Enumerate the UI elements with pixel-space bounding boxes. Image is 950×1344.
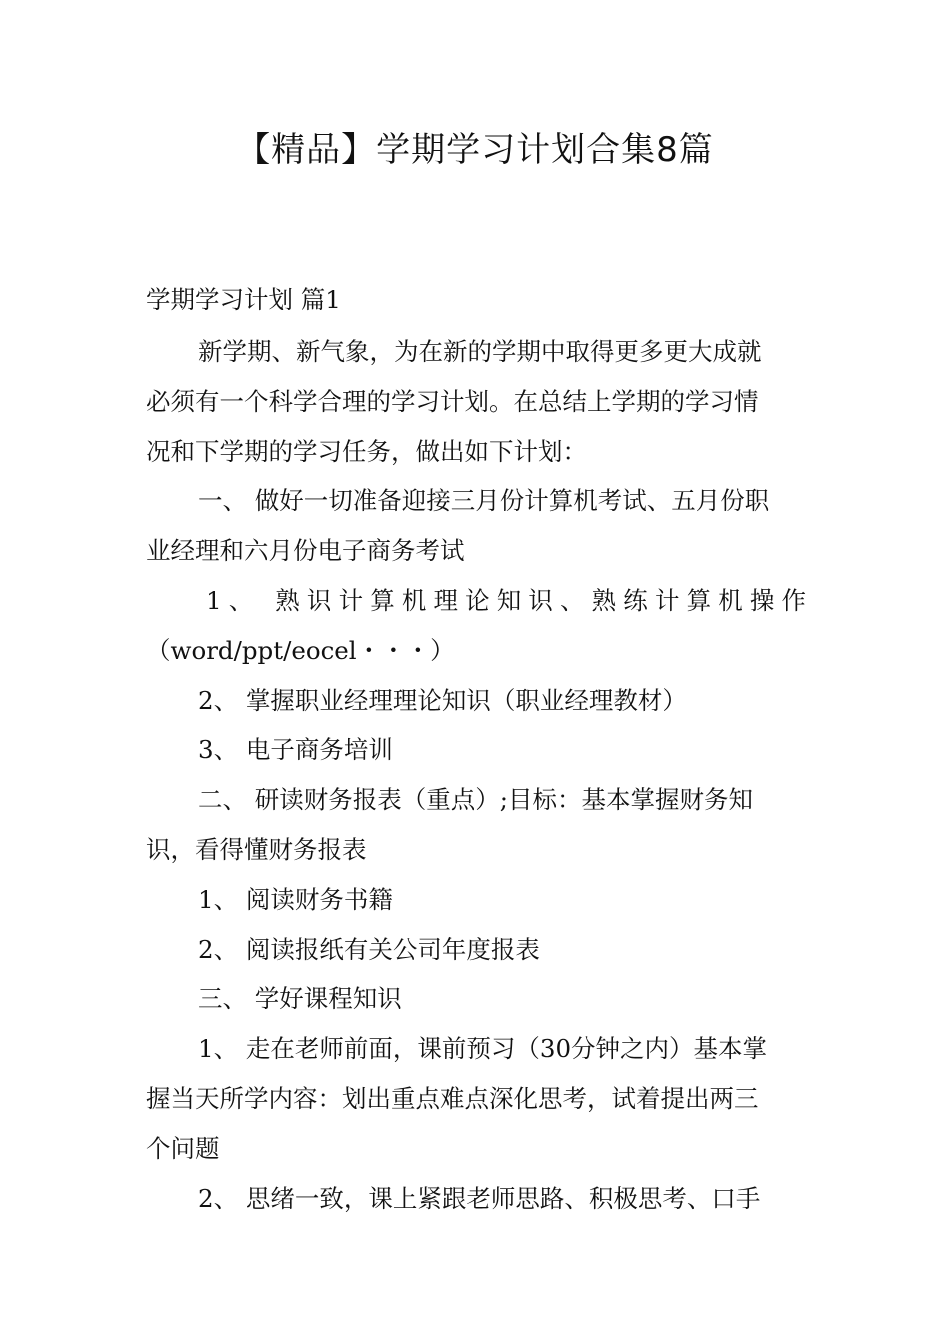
list-item: 2、 阅读报纸有关公司年度报表	[198, 934, 540, 964]
paragraph-line: 必须有一个科学合理的学习计划。在总结上学期的学习情	[146, 386, 759, 416]
list-item-heading: 二、 研读财务报表（重点）;目标：基本掌握财务知	[198, 785, 754, 815]
list-item-heading: 一、 做好一切准备迎接三月份计算机考试、五月份职	[198, 486, 770, 516]
list-item: 3、 电子商务培训	[198, 735, 393, 765]
paragraph-line: （word/ppt/eocel・・・）	[146, 635, 455, 665]
paragraph-line: 业经理和六月份电子商务考试	[146, 536, 465, 566]
paragraph-line: 识，看得懂财务报表	[146, 834, 367, 864]
document-body	[146, 282, 806, 1230]
paragraph-line: 握当天所学内容：划出重点难点深化思考，试着提出两三	[146, 1083, 759, 1113]
list-item: 2、 思绪一致，课上紧跟老师思路、积极思考、口手	[198, 1183, 761, 1213]
paragraph-line: 个问题	[146, 1133, 220, 1163]
paragraph-line: 新学期、新气象，为在新的学期中取得更多更大成就	[198, 337, 762, 366]
document-title: 【精品】学期学习计划合集8篇	[236, 130, 714, 170]
list-item: 1、 熟识计算机理论知识、熟练计算机操作	[206, 585, 806, 615]
list-item: 2、 掌握职业经理理论知识（职业经理教材）	[198, 685, 687, 715]
list-item: 1、 走在老师前面，课前预习（30分钟之内）基本掌	[198, 1034, 768, 1064]
section-title: 学期学习计划 篇1	[146, 285, 341, 314]
list-item: 1、 阅读财务书籍	[198, 884, 393, 914]
paragraph-line: 况和下学期的学习任务，做出如下计划：	[146, 436, 587, 466]
list-item-heading: 三、 学好课程知识	[198, 984, 402, 1014]
